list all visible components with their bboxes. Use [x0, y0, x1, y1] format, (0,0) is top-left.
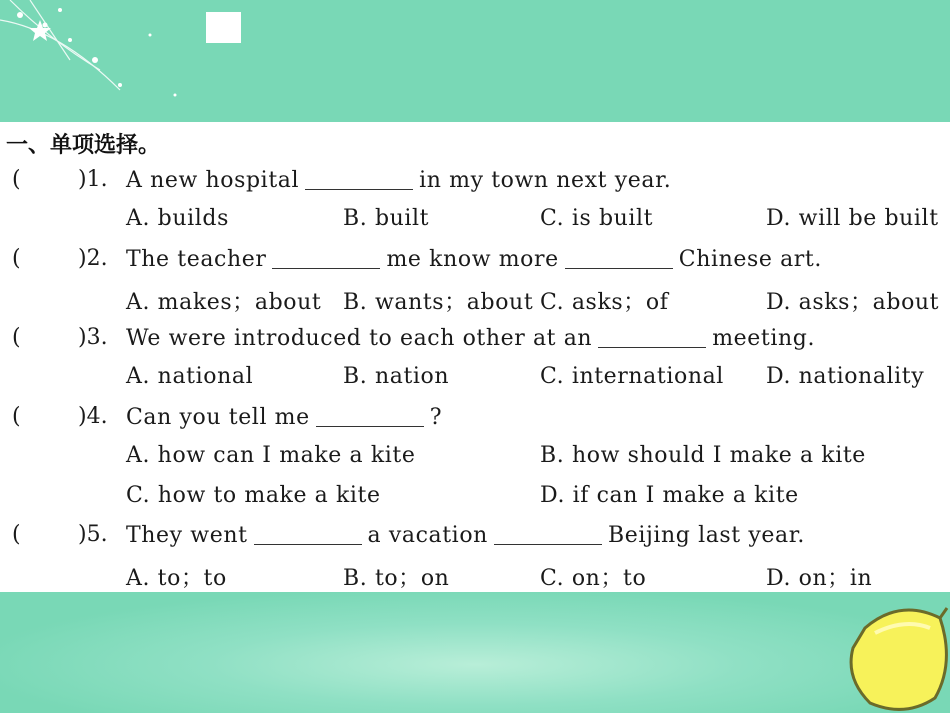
answer-blank[interactable] — [598, 325, 706, 348]
option-c: C. is built — [540, 206, 654, 231]
answer-paren-open: ( — [12, 167, 21, 192]
sparkle-decoration-icon — [0, 0, 200, 120]
option-b: B. wants；about — [343, 290, 534, 315]
question-number: )3. — [78, 325, 108, 350]
option-a: A. to；to — [126, 566, 227, 591]
answer-paren-open: ( — [12, 325, 21, 350]
option-d: D. will be built — [766, 206, 939, 231]
option-b: B. how should I make a kite — [540, 443, 866, 468]
question-2-stem — [126, 246, 822, 272]
question-1-stem — [126, 167, 671, 193]
option-b: B. to；on — [343, 566, 450, 591]
question-number: )5. — [78, 522, 108, 547]
option-d: D. if can I make a kite — [540, 483, 799, 508]
option-b: B. nation — [343, 364, 450, 389]
answer-paren-open: ( — [12, 522, 21, 547]
option-c: C. on；to — [540, 566, 647, 591]
option-b: B. built — [343, 206, 430, 231]
section-title: 一、单项选择。 — [6, 133, 161, 158]
stem-text: Beijing last year. — [607, 523, 805, 548]
option-a: A. how can I make a kite — [126, 443, 416, 468]
question-3-stem — [126, 325, 815, 351]
option-a: A. makes；about — [126, 290, 322, 315]
question-number: )1. — [78, 167, 108, 192]
option-d: D. on；in — [766, 566, 873, 591]
stem-text: me know more — [386, 247, 559, 272]
stem-text: The teacher — [126, 247, 267, 272]
option-d: D. asks；about — [766, 290, 940, 315]
footer-band — [0, 592, 950, 713]
stem-text: We were introduced to each other at an — [126, 326, 593, 351]
question-5-stem — [126, 522, 805, 548]
answer-blank[interactable] — [494, 522, 602, 545]
answer-blank[interactable] — [254, 522, 362, 545]
answer-paren-open: ( — [12, 246, 21, 271]
answer-blank[interactable] — [316, 404, 424, 427]
option-a: A. national — [126, 364, 254, 389]
stem-text: They went — [126, 523, 248, 548]
question-number: )2. — [78, 246, 108, 271]
stem-text: Chinese art. — [678, 247, 822, 272]
stem-text: Can you tell me — [126, 405, 310, 430]
answer-blank[interactable] — [272, 246, 380, 269]
option-d: D. nationality — [766, 364, 925, 389]
option-c: C. how to make a kite — [126, 483, 381, 508]
option-c: C. asks；of — [540, 290, 669, 315]
stem-text: meeting. — [712, 326, 816, 351]
answer-blank[interactable] — [565, 246, 673, 269]
answer-blank[interactable] — [305, 167, 413, 190]
answer-paren-open: ( — [12, 404, 21, 429]
stem-text: a vacation — [367, 523, 488, 548]
option-a: A. builds — [126, 206, 229, 231]
option-c: C. international — [540, 364, 724, 389]
stem-text: A new hospital — [126, 168, 300, 193]
question-4-stem — [126, 404, 442, 430]
question-number: )4. — [78, 404, 108, 429]
white-square — [206, 12, 241, 43]
stem-text: ? — [429, 405, 443, 430]
lemon-decoration-icon — [845, 603, 950, 713]
stem-text: in my town next year. — [419, 168, 672, 193]
